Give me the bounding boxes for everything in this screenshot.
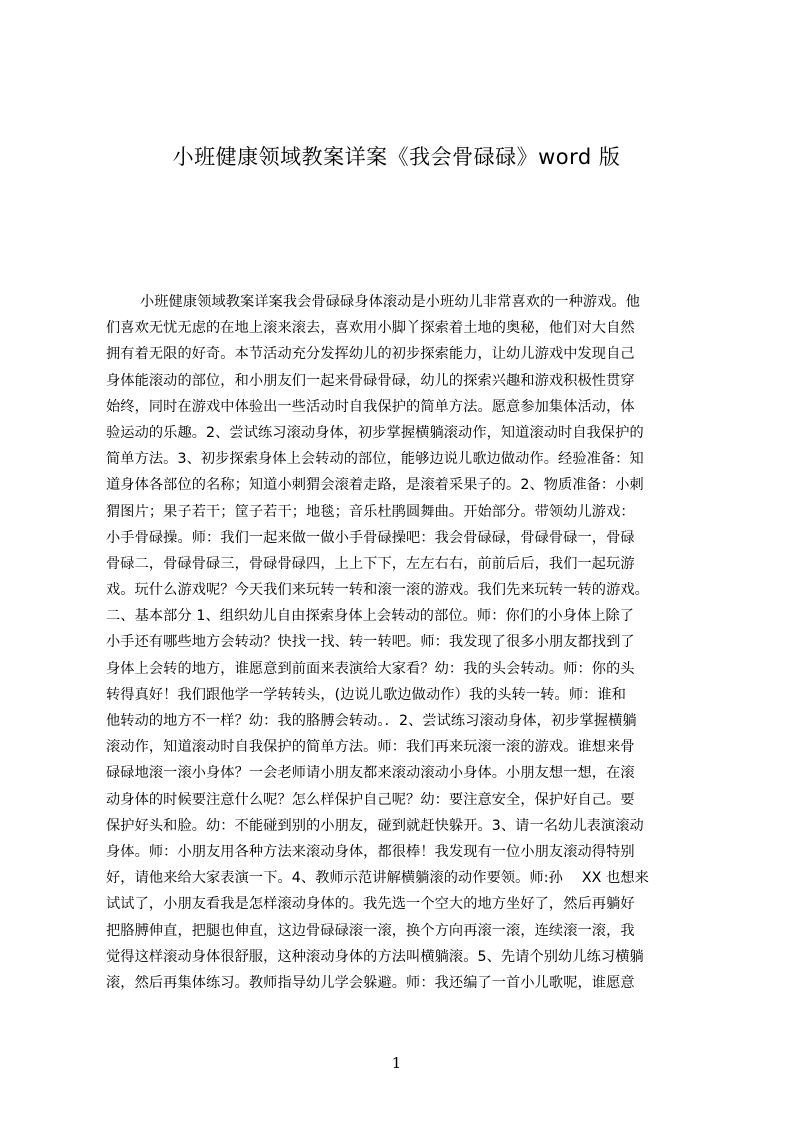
body-line: 戏。玩什么游戏呢？今天我们来玩转一转和滚一滚的游戏。我们先来玩转一转的游戏。	[106, 582, 649, 599]
body-line: 动身体的时候要注意什么呢？怎么样保护自己呢？幼：要注意安全，保护好自己。要	[106, 791, 635, 808]
document-title: 小班健康领域教案详案《我会骨碌碌》word 版	[172, 145, 621, 169]
body-line: 身体上会转的地方，谁愿意到前面来表演给大家看？幼：我的头会转动。师：你的头	[106, 660, 635, 677]
body-line: 二、基本部分 1、组织幼儿自由探索身体上会转动的部位。师：你们的小身体上除了	[106, 608, 635, 625]
document-body	[106, 289, 698, 996]
body-line: 简单方法。3、初步探索身体上会转动的部位，能够边说儿歌边做动作。经验准备：知	[106, 451, 644, 468]
body-line: 好，请他来给大家表演一下。4、教师示范讲解横躺滚的动作要领。师:孙 XX 也想来	[106, 870, 649, 887]
body-line: 道身体各部位的名称；知道小刺猬会滚着走路，是滚着采果子的。2、物质准备：小刺	[106, 477, 644, 494]
body-line: 拥有着无限的好奇。本节活动充分发挥幼儿的初步探索能力，让幼儿游戏中发现自己	[106, 346, 635, 363]
body-line: 把胳膊伸直，把腿也伸直，这边骨碌碌滚一滚，换个方向再滚一滚，连续滚一滚，我	[106, 922, 635, 939]
body-line: 始终，同时在游戏中体验出一些活动时自我保护的简单方法。愿意参加集体活动，体	[106, 398, 635, 415]
body-line: 们喜欢无忧无虑的在地上滚来滚去，喜欢用小脚丫探索着土地的奥秘，他们对大自然	[106, 320, 635, 337]
body-line: 骨碌二，骨碌骨碌三，骨碌骨碌四，上上下下，左左右右，前前后后，我们一起玩游	[106, 555, 635, 572]
body-line: 觉得这样滚动身体很舒服，这种滚动身体的方法叫横躺滚。5、先请个别幼儿练习横躺	[106, 948, 644, 965]
body-line: 身体。师：小朋友用各种方法来滚动身体，都很棒！我发现有一位小朋友滚动得特别	[106, 843, 635, 860]
body-line: 碌碌地滚一滚小身体？一会老师请小朋友都来滚动滚动小身体。小朋友想一想，在滚	[106, 765, 635, 782]
body-line: 小手还有哪些地方会转动？快找一找、转一转吧。师：我发现了很多小朋友都找到了	[106, 634, 635, 651]
body-line: 转得真好！我们跟他学一学转转头，(边说儿歌边做动作）我的头转一转。师：谁和	[106, 686, 626, 703]
body-line: 保护好头和脸。幼：不能碰到别的小朋友，碰到就赶快躲开。3、请一名幼儿表演滚动	[106, 817, 644, 834]
body-line: 小手骨碌操。师：我们一起来做一做小手骨碌操吧：我会骨碌碌，骨碌骨碌一，骨碌	[106, 529, 635, 546]
body-line: 小班健康领域教案详案我会骨碌碌身体滚动是小班幼儿非常喜欢的一种游戏。他	[140, 294, 641, 310]
body-line: 身体能滚动的部位，和小朋友们一起来骨碌骨碌，幼儿的探索兴趣和游戏积极性贯穿	[106, 372, 635, 389]
body-line: 试试了，小朋友看我是怎样滚动身体的。我先选一个空大的地方坐好了，然后再躺好	[106, 896, 635, 913]
body-line: 验运动的乐趣。2、尝试练习滚动身体，初步掌握横躺滚动作，知道滚动时自我保护的	[106, 424, 644, 441]
body-line: 他转动的地方不一样？幼：我的胳膊会转动。．2、尝试练习滚动身体，初步掌握横躺	[106, 713, 637, 729]
page-number: 1	[391, 1054, 402, 1072]
body-line: 滚，然后再集体练习。教师指导幼儿学会躲避。师：我还编了一首小儿歌呢，谁愿意	[106, 974, 635, 991]
body-line: 猬图片；果子若干；筐子若干；地毯；音乐杜鹃圆舞曲。开始部分。带领幼儿游戏：	[106, 503, 635, 520]
body-line: 滚动作，知道滚动时自我保护的简单方法。师：我们再来玩滚一滚的游戏。谁想来骨	[106, 739, 635, 756]
